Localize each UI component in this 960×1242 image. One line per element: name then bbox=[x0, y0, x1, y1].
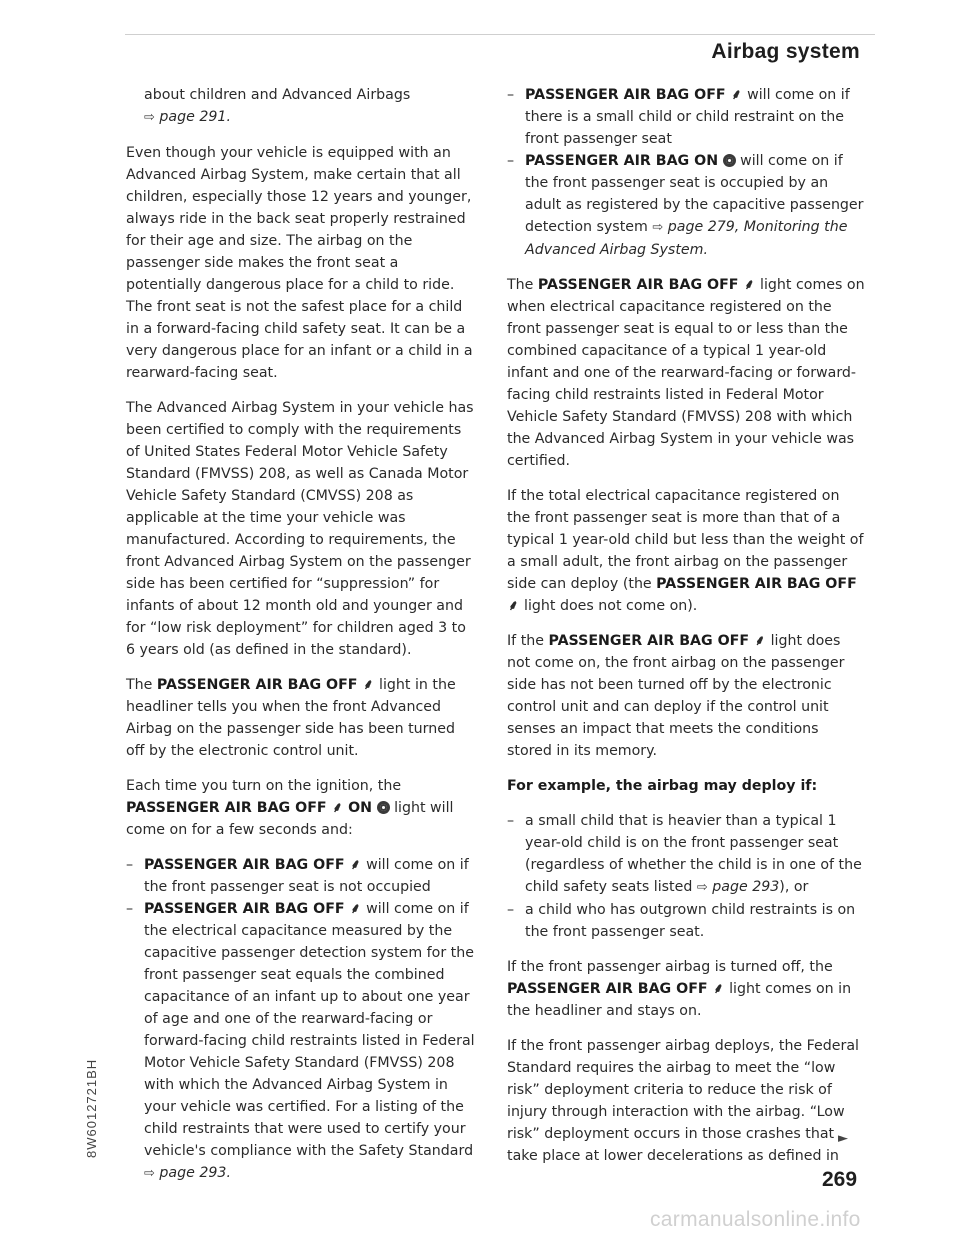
ref-arrow-icon: ⇨ bbox=[696, 880, 708, 895]
airbag-off-icon: ⸙ bbox=[731, 87, 742, 103]
right-column bbox=[507, 84, 867, 1180]
list-item: – PASSENGER AIR BAG OFF ⸙ will come on if the front passenger seat is not occupied bbox=[126, 854, 476, 898]
airbag-off-icon: ⸙ bbox=[754, 633, 766, 649]
paragraph-ignition: Each time you turn on the ignition, the PASSENGER AIR BAG OFF ⸙ ON light will come on for a few seconds and: bbox=[126, 778, 454, 838]
list-item: – a small child that is heavier than a typical 1 year-old child is on the front passenger seat (regardless of whether the child is in one of the child safety seats listed ⇨ page 293), or bbox=[507, 810, 867, 899]
paragraph-intro bbox=[126, 84, 476, 129]
list-item: – a child who has outgrown child restraints is on the front passenger seat. bbox=[507, 899, 867, 943]
airbag-on-icon bbox=[377, 801, 390, 814]
paragraph-turned-off: If the front passenger airbag is turned off, the PASSENGER AIR BAG OFF ⸙ light comes on in the headliner and stays on. bbox=[507, 959, 852, 1019]
airbag-on-icon bbox=[723, 154, 736, 167]
section-title: Airbag system bbox=[711, 40, 860, 63]
paragraph-certification: The Advanced Airbag System in your vehicle has been certified to comply with the requirements of United States Federal Motor Vehicle Safety Standard (FMVSS) 208, as well as Canada Motor Vehicle Safety Standard (CMVSS) 208 as applicable at the time your vehicle was manufactured. According to requirements, the front Advanced Airbag System on the passenger side has been certified for “suppression” for infants of about 12 month old and younger and for “low risk deployment” for children aged 3 to 6 years old (as defined in the standard). bbox=[126, 400, 474, 658]
paragraph-airbag-off-light: The PASSENGER AIR BAG OFF ⸙ light in the headliner tells you when the front Advanced Airbag on the passenger side has been turned off by the electronic control unit. bbox=[126, 674, 476, 762]
ref-arrow-icon: ⇨ bbox=[144, 110, 155, 125]
airbag-off-icon: ⸙ bbox=[363, 677, 374, 693]
ref-arrow-icon: ⇨ bbox=[144, 1166, 155, 1181]
watermark: carmanualsonline.info bbox=[650, 1208, 861, 1231]
label-passenger-airbag-off: PASSENGER AIR BAG OFF bbox=[126, 800, 327, 816]
ref-arrow-icon: ⇨ bbox=[652, 220, 664, 235]
page-number: 269 bbox=[822, 1168, 858, 1191]
deploy-examples-list bbox=[507, 810, 867, 943]
airbag-off-icon: ⸙ bbox=[744, 277, 755, 293]
page-ref-link[interactable]: page 279, Monitoring the Advanced Airbag System. bbox=[525, 219, 848, 258]
paragraph-total-capacitance: If the total electrical capacitance registered on the front passenger seat is more than that of a typical 1 year-old child but less than the weight of a small adult, the front airbag on the passenger side can deploy (the PASSENGER AIR BAG OFF ⸙ light does not come on). bbox=[507, 485, 867, 617]
paragraph-low-risk: If the front passenger airbag deploys, the Federal Standard requires the airbag to meet the “low risk” deployment criteria to reduce the risk of injury through interaction with the airbag. “Low risk” deployment occurs in those crashes that take place at lower decelerations as defined in bbox=[507, 1038, 859, 1164]
paragraph-children: Even though your vehicle is equipped with an Advanced Airbag System, make certain that all children, especially those 12 years and younger, always ride in the back seat properly restrained for their age and size. The airbag on the passenger side makes the front seat a potentially dangerous place for a child to ride. The front seat is not the safest place for a child in a forward-facing child safety seat. It can be a very dangerous place for an infant or a child in a rearward-facing seat. bbox=[126, 145, 473, 381]
list-item: – PASSENGER AIR BAG OFF ⸙ will come on if the electrical capacitance measured by the capacitive passenger detection system for the front passenger seat equals the combined capacitance of an infant up to about one year of age and one of the rearward-facing or forward-facing child restraints listed in Federal Motor Vehicle Safety Standard (FMVSS) 208 with which the Advanced Airbag System in your vehicle was certified. For a listing of the child restraints that were used to certify your vehicle's compliance with the Safety Standard ⇨ page 293. bbox=[126, 898, 476, 1185]
intro-text: about children and Advanced Airbags bbox=[144, 87, 411, 103]
label-on: ON bbox=[348, 800, 373, 816]
header-rule bbox=[125, 34, 875, 35]
airbag-off-icon: ⸙ bbox=[332, 800, 343, 816]
airbag-off-icon: ⸙ bbox=[350, 901, 361, 917]
paragraph-light-not-on: If the PASSENGER AIR BAG OFF ⸙ light does not come on, the front airbag on the passenger side has not been turned off by the electronic control unit and can deploy if the control unit senses an impact that meets the conditions stored in its memory. bbox=[507, 630, 867, 762]
document-code: 8W6012721BH bbox=[84, 1058, 99, 1158]
airbag-off-icon: ⸙ bbox=[508, 598, 519, 614]
paragraph-light-comes-on: The PASSENGER AIR BAG OFF ⸙ light comes on when electrical capacitance registered on the front passenger seat is equal to or less than the combined capacitance of a typical 1 year-old infant and one of the rearward-facing or forward-facing child restraints listed in Federal Motor Vehicle Safety Standard (FMVSS) 208 with which the Advanced Airbag System in your vehicle was certified. bbox=[507, 274, 867, 472]
indicator-list bbox=[126, 854, 476, 1185]
label-passenger-airbag-off: PASSENGER AIR BAG OFF bbox=[156, 677, 358, 693]
indicator-list-continued bbox=[507, 84, 867, 261]
airbag-off-icon: ⸙ bbox=[713, 981, 724, 997]
page-ref-link[interactable]: page 293 bbox=[712, 879, 780, 895]
left-column bbox=[126, 84, 476, 1198]
continue-arrow-icon: ► bbox=[838, 1131, 848, 1146]
example-heading: For example, the airbag may deploy if: bbox=[507, 778, 818, 794]
page-ref-link[interactable]: page 293. bbox=[159, 1165, 231, 1181]
list-item: – PASSENGER AIR BAG ON will come on if the front passenger seat is occupied by an adult as registered by the capacitive passenger detection system ⇨ page 279, Monitoring the Advanced Airbag System. bbox=[507, 150, 867, 261]
page-ref-link[interactable]: page 291. bbox=[159, 109, 231, 125]
airbag-off-icon: ⸙ bbox=[350, 857, 361, 873]
list-item: – PASSENGER AIR BAG OFF ⸙ will come on if there is a small child or child restraint on the front passenger seat bbox=[507, 84, 867, 150]
